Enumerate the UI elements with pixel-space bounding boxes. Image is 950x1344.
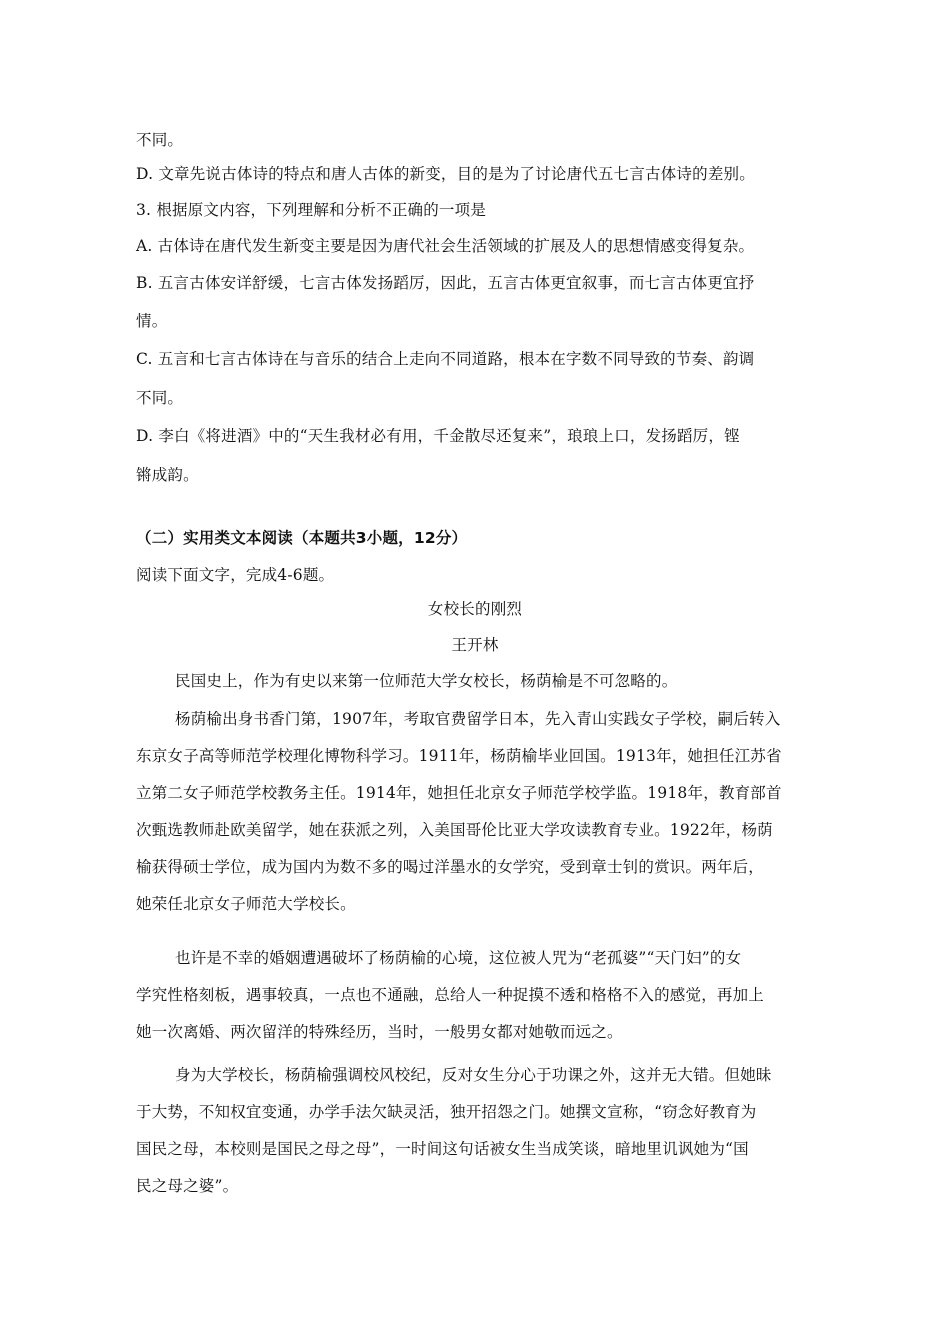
paragraph-line: 她荣任北京女子师范大学校长。: [136, 895, 356, 913]
article-title: 女校长的刚烈: [427, 600, 523, 618]
paragraph-line: 于大势，不知权宜变通，办学手法欠缺灵活，独开招怨之门。她撰文宣称，“窃念好教育为: [136, 1103, 757, 1121]
option-c-continuation: 不同。: [136, 389, 184, 407]
paragraph-line: 身为大学校长，杨荫榆强调校风校纪，反对女生分心于功课之外，这并无大错。但她昧: [175, 1066, 772, 1084]
paragraph-line: 也许是不幸的婚姻遭遇破坏了杨荫榆的心境，这位被人咒为“老孤婆”“天门妇”的女: [175, 949, 742, 967]
article-author: 王开林: [451, 636, 499, 654]
paragraph-line: 杨荫榆出身书香门第，1907年，考取官费留学日本，先入青山实践女子学校，嗣后转入: [175, 710, 781, 728]
option-d-line: D. 李白《将进酒》中的“天生我材必有用，千金散尽还复来”，琅琅上口，发扬蹈厉，铿: [136, 427, 740, 445]
paragraph-line: 民国史上，作为有史以来第一位师范大学女校长，杨荫榆是不可忽略的。: [175, 672, 678, 690]
text-line: 不同。: [136, 131, 184, 149]
option-d-line: D. 文章先说古体诗的特点和唐人古体的新变，目的是为了讨论唐代五七言古体诗的差别。: [136, 165, 755, 183]
paragraph-line: 学究性格刻板，遇事较真，一点也不通融，总给人一种捉摸不透和格格不入的感觉，再加上: [136, 986, 765, 1004]
option-c-line: C. 五言和七言古体诗在与音乐的结合上走向不同道路，根本在字数不同导致的节奏、韵调: [136, 350, 755, 368]
option-d-continuation: 锵成韵。: [136, 466, 199, 484]
paragraph-line: 她一次离婚、两次留洋的特殊经历，当时，一般男女都对她敬而远之。: [136, 1023, 623, 1041]
section-heading: （二）实用类文本阅读（本题共3小题，12分）: [136, 529, 468, 547]
paragraph-line: 榆获得硕士学位，成为国内为数不多的喝过洋墨水的女学究，受到章士钊的赏识。两年后，: [136, 858, 765, 876]
option-a-line: A. 古体诗在唐代发生新变主要是因为唐代社会生活领域的扩展及人的思想情感变得复杂。: [136, 237, 755, 255]
paragraph-line: 民之母之婆”。: [136, 1177, 239, 1195]
option-b-line: B. 五言古体安详舒缓，七言古体发扬蹈厉，因此，五言古体更宜叙事，而七言古体更宜抒: [136, 274, 755, 292]
reading-instruction: 阅读下面文字，完成4-6题。: [136, 566, 335, 584]
paragraph-line: 立第二女子师范学校教务主任。1914年，她担任北京女子师范学校学监。1918年，教育部首: [136, 784, 782, 802]
option-b-continuation: 情。: [136, 312, 168, 330]
paragraph-line: 次甄选教师赴欧美留学，她在获派之列，入美国哥伦比亚大学攻读教育专业。1922年，杨荫: [136, 821, 773, 839]
question-3-stem: 3. 根据原文内容，下列理解和分析不正确的一项是: [136, 201, 487, 219]
paragraph-line: 国民之母，本校则是国民之母之母”，一时间这句话被女生当成笑谈，暗地里讥讽她为“国: [136, 1140, 749, 1158]
paragraph-line: 东京女子高等师范学校理化博物科学习。1911年，杨荫榆毕业回国。1913年，她担任江苏省: [136, 747, 782, 765]
